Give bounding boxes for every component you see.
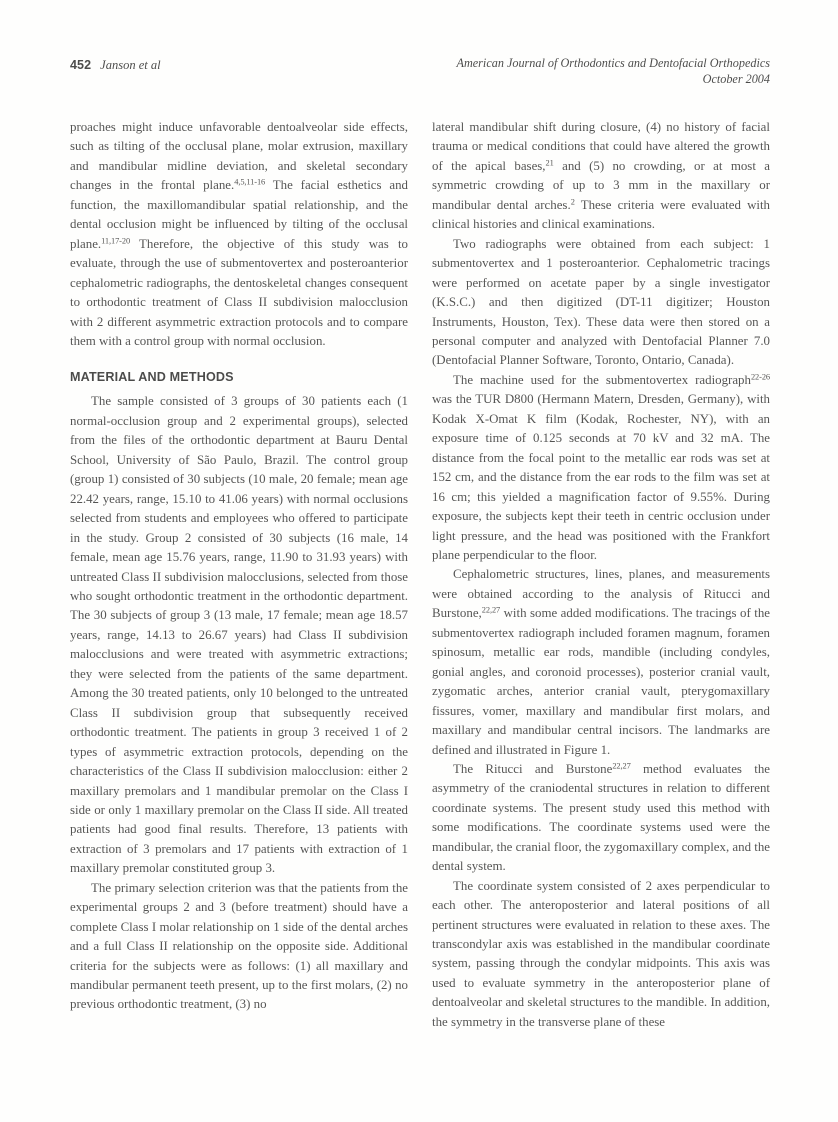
paragraph-coordinate-system: The coordinate system consisted of 2 axes perpendicular to each other. The anteroposterior and lateral positions of all pertinent structures were evaluated in relation to these axes. The transcondylar axis was established in the mandibular coordinate system, passing through the condylar midpoints. This axis was used to evaluate symmetry in the anteroposterior plane of dentoalveolar and skeletal structures to the mandible. In addition, the symmetry in the transverse plane of these	[432, 878, 770, 1029]
paragraph-sample: The sample consisted of 3 groups of 30 patients each (1 normal-occlusion group and 2 experimental groups), selected from the files of the orthodontic department at Bauru Dental School, University of São Paulo, Brazil. The control group (group 1) consisted of 30 subjects (10 male, 20 female; mean age 22.42 years, range, 15.10 to 41.06 years) with normal occlusions selected from students and employees who offered to participate in the study. Group 2 consisted of 30 subjects (16 male, 14 female, mean age 15.76 years, range, 11.90 to 31.93 years) with untreated Class II subdivision malocclusions, selected from those who sought orthodontic treatment in the orthodontic department. The 30 subjects of group 3 (13 male, 17 female; mean age 18.57 years, range, 14.13 to 26.67 years) had Class II subdivision malocclusions and were treated with asymmetric extractions; they were selected from the patients of the same department. Among the 30 treated patients, only 10 belonged to the untreated Class II subdivision group that subsequently received orthodontic treatment. The patients in group 3 received 1 of 2 types of asymmetric extraction protocols, depending on the characteristics of the Class II subdivision malocclusion: either 2 maxillary premolars and 1 mandibular premolar on the Class I side or only 1 maxillary premolar on the Class II side. All treated patients had good final results. Therefore, 13 patients with extraction of 3 premolars and 17 patients with extraction of 1 maxillary premolar constituted group 3.	[70, 394, 408, 876]
citation-superscript: 4,5,11-16	[234, 178, 266, 187]
citation-superscript: 22,27	[612, 761, 631, 771]
section-heading-material-and-methods: MATERIAL AND METHODS	[70, 370, 234, 385]
issue-date: October 2004	[702, 71, 770, 86]
citation-superscript: 2	[570, 197, 575, 207]
column-right	[432, 118, 770, 1032]
paragraph-cephalometric-structures	[432, 565, 770, 760]
column-left	[70, 118, 408, 1015]
running-head-left	[70, 56, 161, 74]
paragraph-machine	[432, 371, 770, 566]
running-head-authors: Janson et al	[100, 58, 161, 72]
paragraph-text: and (5) no crowding, or at most a symmetric crowding of up to 3 mm in the maxillary or mandibular dental arches.	[432, 158, 770, 212]
paragraph-ritucci-burstone-method	[432, 760, 770, 877]
paragraph-criteria-continued	[432, 118, 770, 235]
running-head-right	[457, 56, 770, 87]
citation-superscript: 11,17-20	[101, 236, 131, 246]
page-number: 452	[70, 58, 92, 72]
citation-superscript: 22,27	[481, 605, 501, 615]
paragraph-text: The Ritucci and Burstone	[453, 761, 613, 776]
paragraph-text: Cephalometric structures, lines, planes, and measurements were obtained according to the analysis of Ritucci and Burstone,	[432, 567, 770, 621]
paragraph-selection-criteria: The primary selection criterion was that the patients from the experimental groups 2 and 3 (before treatment) should have a complete Class I molar relationship on 1 side of the dental arches and a full Class II relationship on the opposite side. Additional criteria for the subjects were as follows: (1) all maxillary and mandibular permanent teeth present, up to the first molars, (2) no previous orthodontic treatment, (3) no	[70, 880, 408, 1012]
paragraph-text: proaches might induce unfavorable dentoalveolar side effects, such as tilting of the occlusal plane, molar extrusion, maxillary and mandibular midline deviation, and skeletal secondary changes in the frontal plane.	[70, 120, 408, 193]
journal-title: American Journal of Orthodontics and Dentofacial Orthopedics	[456, 56, 770, 70]
paragraph-continued	[70, 118, 408, 351]
citation-superscript: 21	[545, 158, 554, 168]
paragraph-text: was the TUR D800 (Hermann Matern, Dresden, Germany), with Kodak X-Omat K film (Kodak, Rochester, NY), with an exposure time of 0.125 seconds at 70 kV and 32 mA. The distance from the focal point to the metallic ear rods was set at 152 cm, and the distance from the ear rods to the film was set at 16 cm; this yielded a magnification factor of 9.55%. During exposure, the subjects kept their teeth in centric occlusion under light pressure, and the head was positioned with the Frankfort plane perpendicular to the floor.	[432, 392, 770, 562]
paragraph-text: The facial esthetics and function, the maxillomandibular spatial relationship, and the dental occlusion might be influenced by tilting of the occlusal plane.	[70, 178, 408, 251]
paragraph-text: The machine used for the submentovertex radiograph	[453, 372, 751, 387]
paragraph-text: lateral mandibular shift during closure, (4) no history of facial trauma or medical conditions that could have altered the growth of the apical bases,	[432, 120, 770, 173]
paragraph-text: with some added modifications. The tracings of the submentovertex radiograph included foramen magnum, foramen spinosum, metallic ear rods, mandible (including condyles, gonial angles, and coronoid processes), posterior cranial vault, zygomatic arches, anterior cranial vault, pterygomaxillary fissures, vomer, maxillary and mandibular first molars, and maxillary and mandibular central incisors. The landmarks are defined and illustrated in Figure 1.	[432, 606, 770, 757]
paragraph-text: method evaluates the asymmetry of the craniodental structures in relation to different coordinate systems. The present study used this method with some modifications. The coordinate systems used were the mandibular, the cranial floor, the zygomaxillary complex, and the dental system.	[432, 761, 770, 874]
paragraph-radiographs: Two radiographs were obtained from each subject: 1 submentovertex and 1 posteroanterior. Cephalometric tracings were performed on acetate paper by a single investigator (K.S.C.) and then digitized (DT-11 digitizer; Houston Instruments, Houston, Tex). These data were then stored on a personal computer and analyzed with Dentofacial Planner 7.0 (Dentofacial Planner Software, Toronto, Ontario, Canada).	[432, 236, 770, 368]
paragraph-text: Therefore, the objective of this study was to evaluate, through the use of submentovertex and posteroanterior cephalometric radiographs, the dentoskeletal changes consequent to orthodontic treatment of Class II subdivision malocclusion with 2 different asymmetric extraction protocols and to compare them with a control group with normal occlusion.	[70, 236, 408, 348]
citation-superscript: 22-26	[750, 372, 770, 382]
running-head	[70, 56, 770, 96]
paragraph-text: These criteria were evaluated with clinical histories and clinical examinations.	[432, 197, 770, 232]
